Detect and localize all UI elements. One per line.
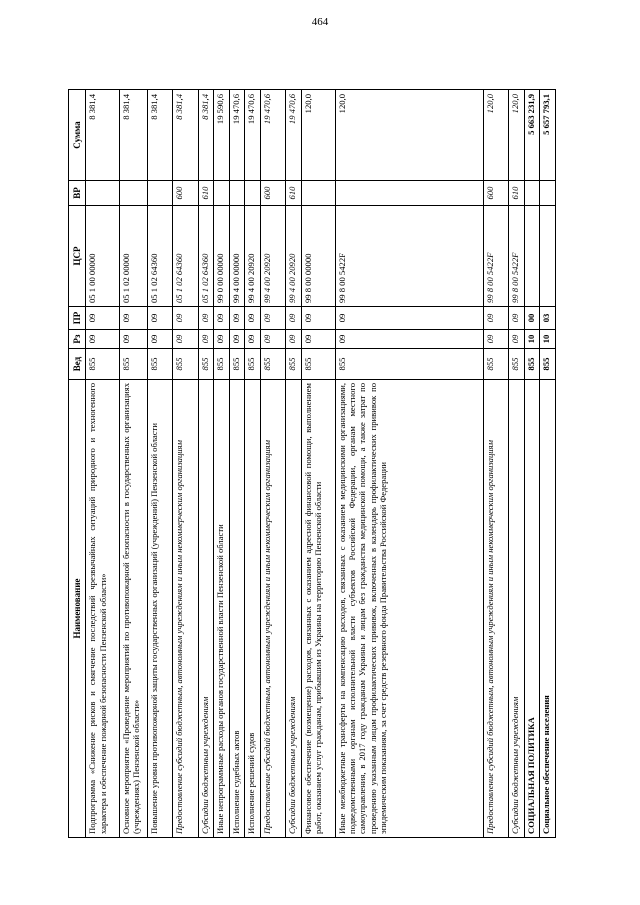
- cell-sum: 19 470,6: [245, 90, 261, 181]
- cell-name: Предоставление субсидий бюджетным, автономным учреждениям и иным некоммерческим организациям: [260, 380, 285, 838]
- cell-name: Субсидии бюджетным учреждениям: [198, 380, 214, 838]
- cell-csr: 99 0 00 00000: [214, 206, 230, 307]
- cell-sum: 8 381,4: [147, 90, 172, 181]
- cell-sum: 120,0: [509, 90, 525, 181]
- cell-vr: [147, 181, 172, 206]
- table-row: [198, 90, 214, 838]
- cell-csr: 99 4 00 20920: [245, 206, 261, 307]
- cell-csr: [540, 206, 556, 307]
- cell-csr: 99 8 00 5422F: [509, 206, 525, 307]
- cell-pr: 09: [335, 307, 483, 330]
- cell-ved: 855: [245, 349, 261, 380]
- header-rz: Рз: [69, 330, 86, 349]
- table-row: [214, 90, 230, 838]
- cell-vr: [214, 181, 230, 206]
- cell-name: Иные межбюджетные трансферты на компенсацию расходов, связанных с оказанием медицинскими организациями, подведомственными органам исполнительной власти субъектов Российской Федерации, органам местного самоуправления, в 2017 году гражданам Украины и лицам без гражданства медицинской помощи, а также затрат по проведению указанным лицам профилактических прививок, включенных в календарь профилактических прививок по эпидемическим показаниям, за счет средств резервного фонда Правительства Российской Федерации: [335, 380, 483, 838]
- cell-sum: 120,0: [335, 90, 483, 181]
- cell-pr: 03: [540, 307, 556, 330]
- cell-ved: 855: [119, 349, 147, 380]
- cell-ved: 855: [509, 349, 525, 380]
- table-row: [483, 90, 508, 838]
- cell-ved: 855: [198, 349, 214, 380]
- cell-csr: 99 8 00 5422F: [335, 206, 483, 307]
- cell-sum: 8 381,4: [198, 90, 214, 181]
- cell-rz: 09: [260, 330, 285, 349]
- cell-csr: 05 1 00 00000: [86, 206, 120, 307]
- cell-pr: 09: [198, 307, 214, 330]
- cell-pr: 09: [286, 307, 302, 330]
- cell-rz: 09: [86, 330, 120, 349]
- cell-vr: [229, 181, 245, 206]
- cell-rz: 09: [286, 330, 302, 349]
- cell-csr: 05 1 02 64360: [198, 206, 214, 307]
- table-row: [229, 90, 245, 838]
- cell-ved: 855: [147, 349, 172, 380]
- cell-vr: 600: [260, 181, 285, 206]
- cell-sum: 19 470,6: [286, 90, 302, 181]
- cell-csr: 99 4 00 20920: [286, 206, 302, 307]
- cell-rz: 09: [335, 330, 483, 349]
- table-row: [245, 90, 261, 838]
- cell-sum: 19 590,6: [214, 90, 230, 181]
- cell-name: Исполнение судебных актов: [229, 380, 245, 838]
- cell-sum: 8 381,4: [119, 90, 147, 181]
- cell-csr: [524, 206, 540, 307]
- cell-rz: 09: [214, 330, 230, 349]
- cell-name: Исполнение решений судов: [245, 380, 261, 838]
- header-ved: Вед: [69, 349, 86, 380]
- header-sum: Сумма: [69, 90, 86, 181]
- table-row: [286, 90, 302, 838]
- cell-ved: 855: [173, 349, 198, 380]
- cell-csr: 05 1 02 00000: [119, 206, 147, 307]
- cell-name: Субсидии бюджетным учреждениям: [286, 380, 302, 838]
- cell-vr: [524, 181, 540, 206]
- table-row: [119, 90, 147, 838]
- cell-vr: 610: [286, 181, 302, 206]
- cell-sum: 120,0: [301, 90, 335, 181]
- cell-rz: 09: [509, 330, 525, 349]
- cell-rz: 09: [173, 330, 198, 349]
- cell-ved: 855: [260, 349, 285, 380]
- cell-ved: 855: [214, 349, 230, 380]
- cell-pr: 09: [260, 307, 285, 330]
- cell-rz: 09: [245, 330, 261, 349]
- cell-name: Основное мероприятие «Проведение мероприятий по противопожарной безопасности в государственных организациях (учреждениях) Пензенской области»: [119, 380, 147, 838]
- table-row: [540, 90, 556, 838]
- header-csr: ЦСР: [69, 206, 86, 307]
- cell-rz: 10: [540, 330, 556, 349]
- header-pr: ПР: [69, 307, 86, 330]
- cell-sum: 8 381,4: [86, 90, 120, 181]
- cell-vr: 600: [173, 181, 198, 206]
- budget-table: [68, 89, 556, 838]
- cell-rz: 09: [229, 330, 245, 349]
- cell-name: Повышение уровня противопожарной защиты государственных организаций (учреждений) Пензенской области: [147, 380, 172, 838]
- cell-csr: 99 8 00 00000: [301, 206, 335, 307]
- cell-rz: 09: [119, 330, 147, 349]
- cell-ved: 855: [540, 349, 556, 380]
- header-name: Наименование: [69, 380, 86, 838]
- table-row: [335, 90, 483, 838]
- table-row: [86, 90, 120, 838]
- rotated-table-container: [68, 90, 556, 838]
- cell-pr: 09: [119, 307, 147, 330]
- cell-sum: 19 470,6: [229, 90, 245, 181]
- cell-vr: [245, 181, 261, 206]
- cell-name: Субсидии бюджетным учреждениям: [509, 380, 525, 838]
- header-vr: ВР: [69, 181, 86, 206]
- cell-vr: [335, 181, 483, 206]
- cell-ved: 855: [483, 349, 508, 380]
- cell-vr: 610: [198, 181, 214, 206]
- cell-vr: [86, 181, 120, 206]
- cell-name: Предоставление субсидий бюджетным, автономным учреждениям и иным некоммерческим организациям: [173, 380, 198, 838]
- cell-rz: 09: [483, 330, 508, 349]
- cell-rz: 09: [198, 330, 214, 349]
- cell-name: Предоставление субсидий бюджетным, автономным учреждениям и иным некоммерческим организациям: [483, 380, 508, 838]
- cell-vr: [540, 181, 556, 206]
- cell-ved: 855: [86, 349, 120, 380]
- cell-sum: 19 470,6: [260, 90, 285, 181]
- cell-vr: 600: [483, 181, 508, 206]
- cell-ved: 855: [524, 349, 540, 380]
- cell-csr: 99 4 00 20920: [260, 206, 285, 307]
- cell-pr: 09: [229, 307, 245, 330]
- cell-pr: 09: [173, 307, 198, 330]
- cell-csr: 05 1 02 64360: [147, 206, 172, 307]
- cell-name: СОЦИАЛЬНАЯ ПОЛИТИКА: [524, 380, 540, 838]
- cell-ved: 855: [335, 349, 483, 380]
- cell-rz: 09: [301, 330, 335, 349]
- cell-name: Иные непрограммные расходы органов государственной власти Пензенской области: [214, 380, 230, 838]
- cell-pr: 09: [147, 307, 172, 330]
- cell-vr: [301, 181, 335, 206]
- table-row: [301, 90, 335, 838]
- cell-sum: 5 663 231,9: [524, 90, 540, 181]
- cell-sum: 8 381,4: [173, 90, 198, 181]
- cell-pr: 09: [301, 307, 335, 330]
- cell-sum: 5 657 793,1: [540, 90, 556, 181]
- table-row: [147, 90, 172, 838]
- cell-rz: 09: [147, 330, 172, 349]
- cell-csr: 05 1 02 64360: [173, 206, 198, 307]
- cell-vr: 610: [509, 181, 525, 206]
- cell-sum: 120,0: [483, 90, 508, 181]
- cell-csr: 99 4 00 00000: [229, 206, 245, 307]
- cell-name: Финансовое обеспечение (возмещение) расходов, связанных с оказанием адресной финансовой помощи, выполнением работ, оказанием услуг гражданам, прибывшим из Украины на территорию Пензенской области: [301, 380, 335, 838]
- cell-ved: 855: [286, 349, 302, 380]
- cell-name: Социальное обеспечение населения: [540, 380, 556, 838]
- table-row: [524, 90, 540, 838]
- table-row: [509, 90, 525, 838]
- cell-rz: 10: [524, 330, 540, 349]
- page-number: 464: [311, 16, 329, 28]
- cell-name: Подпрограмма «Снижение рисков и смягчение последствий чрезвычайных ситуаций природного и техногенного характера и обеспечение пожарной безопасности Пензенской области»: [86, 380, 120, 838]
- table-header-row: [69, 90, 86, 838]
- table-row: [173, 90, 198, 838]
- cell-pr: 09: [214, 307, 230, 330]
- cell-pr: 09: [245, 307, 261, 330]
- cell-pr: 09: [86, 307, 120, 330]
- cell-pr: 09: [509, 307, 525, 330]
- cell-pr: 00: [524, 307, 540, 330]
- cell-ved: 855: [229, 349, 245, 380]
- table-row: [260, 90, 285, 838]
- cell-pr: 09: [483, 307, 508, 330]
- cell-ved: 855: [301, 349, 335, 380]
- cell-csr: 99 8 00 5422F: [483, 206, 508, 307]
- cell-vr: [119, 181, 147, 206]
